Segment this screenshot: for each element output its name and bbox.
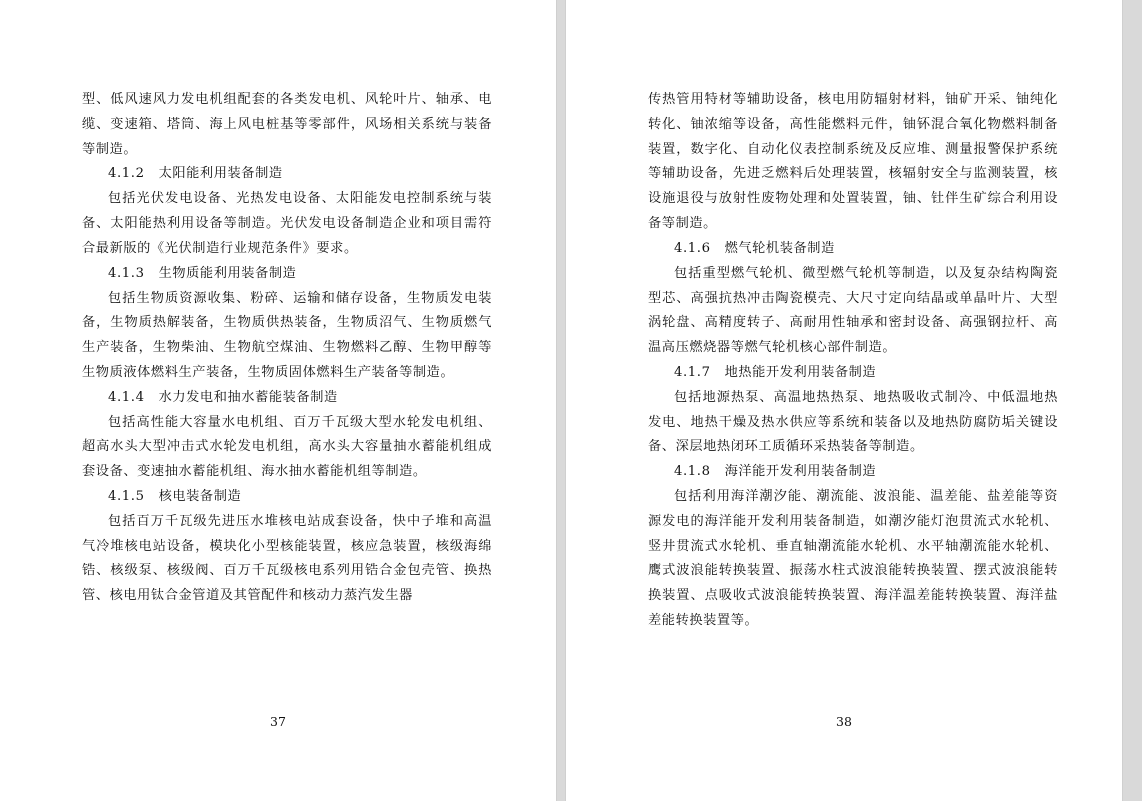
section-number: 4.1.4 xyxy=(108,389,145,405)
page-left xyxy=(0,0,556,801)
section-title: 海洋能开发利用装备制造 xyxy=(724,464,877,480)
page-right-textblock xyxy=(648,88,1058,701)
section-title: 太阳能利用装备制造 xyxy=(158,166,283,182)
section-heading xyxy=(82,262,492,287)
paragraph: 包括高性能大容量水电机组、百万千瓦级大型水轮发电机组、超高水头大型冲击式水轮发电机组，高水头大容量抽水蓄能机组成套设备、变速抽水蓄能机组、海水抽水蓄能机组等制造。 xyxy=(82,414,492,480)
section-heading xyxy=(82,485,492,510)
page-right xyxy=(566,0,1122,801)
section-title: 地热能开发利用装备制造 xyxy=(724,364,877,380)
section-heading xyxy=(648,460,1058,485)
paragraph: 包括百万千瓦级先进压水堆核电站成套设备，快中子堆和高温气冷堆核电站设备，模块化小型核能装置，核应急装置，核级海绵锆、核级泵、核级阀、百万千瓦级核电系列用锆合金包壳管、换热管、核电用钛合金管道及其管配件和核动力蒸汽发生器 xyxy=(82,513,492,604)
section-number: 4.1.2 xyxy=(108,166,145,182)
paragraph: 型、低风速风力发电机组配套的各类发电机、风轮叶片、轴承、电缆、变速箱、塔筒、海上风电桩基等零部件，风场相关系统与装备等制造。 xyxy=(82,92,492,157)
paragraph: 包括光伏发电设备、光热发电设备、太阳能发电控制系统与装备、太阳能热利用设备等制造。光伏发电设备制造企业和项目需符合最新版的《光伏制造行业规范条件》要求。 xyxy=(82,191,492,256)
section-number: 4.1.6 xyxy=(674,240,711,256)
page-number: 37 xyxy=(270,714,286,729)
section-title: 生物质能利用装备制造 xyxy=(158,265,297,281)
section-number: 4.1.8 xyxy=(674,464,711,480)
page-number: 38 xyxy=(836,714,852,729)
section-number: 4.1.3 xyxy=(108,265,145,281)
paragraph: 包括重型燃气轮机、微型燃气轮机等制造，以及复杂结构陶瓷型芯、高强抗热冲击陶瓷模壳、大尺寸定向结晶或单晶叶片、大型涡轮盘、高精度转子、高耐用性轴承和密封设备、高强钢拉杆、高温高压燃烧器等燃气轮机核心部件制造。 xyxy=(648,265,1058,356)
page-left-textblock xyxy=(82,88,492,701)
section-heading xyxy=(648,361,1058,386)
paragraph: 包括地源热泵、高温地热热泵、地热吸收式制冷、中低温地热发电、地热干燥及热水供应等系统和装备以及地热防腐防垢关键设备、深层地热闭环工质循环采热装备等制造。 xyxy=(648,389,1058,455)
paragraph: 传热管用特材等辅助设备，核电用防辐射材料，铀矿开采、铀纯化转化、铀浓缩等设备，高性能燃料元件，铀钚混合氧化物燃料制备装置，数字化、自动化仪表控制系统及反应堆、测量报警保护系统等辅助设备，先进乏燃料后处理装置，核辐射安全与监测装置，核设施退役与放射性废物处理和处置装置，铀、钍伴生矿综合利用设备等制造。 xyxy=(648,92,1058,232)
section-title: 燃气轮机装备制造 xyxy=(724,240,835,256)
section-heading xyxy=(82,162,492,187)
section-title: 水力发电和抽水蓄能装备制造 xyxy=(158,389,338,405)
section-heading xyxy=(82,386,492,411)
section-title: 核电装备制造 xyxy=(158,489,242,504)
section-number: 4.1.5 xyxy=(108,489,145,504)
section-heading xyxy=(648,237,1058,262)
paragraph: 包括生物质资源收集、粉碎、运输和储存设备，生物质发电装备，生物质热解装备，生物质供热装备，生物质沼气、生物质燃气生产装备，生物柴油、生物航空煤油、生物燃料乙醇、生物甲醇等生物质液体燃料生产装备，生物质固体燃料生产装备等制造。 xyxy=(82,290,492,380)
paragraph: 包括利用海洋潮汐能、潮流能、波浪能、温差能、盐差能等资源发电的海洋能开发利用装备制造，如潮汐能灯泡贯流式水轮机、竖井贯流式水轮机、垂直轴潮流能水轮机、水平轴潮流能水轮机、鹰式波浪能转换装置、振荡水柱式波浪能转换装置、摆式波浪能转换装置、点吸收式波浪能转换装置、海洋温差能转换装置、海洋盐差能转换装置等。 xyxy=(648,489,1058,629)
section-number: 4.1.7 xyxy=(674,364,711,380)
